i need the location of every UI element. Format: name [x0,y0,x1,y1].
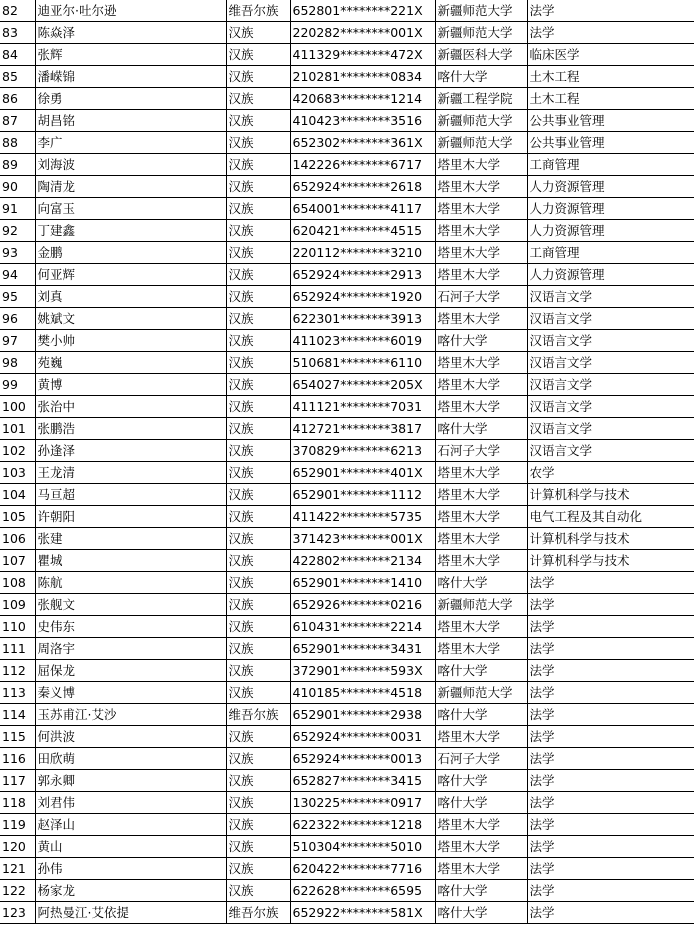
ethnicity-cell: 汉族 [226,858,290,880]
row-number-cell: 117 [0,770,35,792]
ethnicity-cell: 汉族 [226,638,290,660]
major-cell: 法学 [527,616,694,638]
table-row [0,792,694,814]
major-cell: 人力资源管理 [527,176,694,198]
table-row [0,506,694,528]
major-cell: 人力资源管理 [527,264,694,286]
table-row [0,198,694,220]
name-cell: 许朝阳 [35,506,226,528]
ethnicity-cell: 汉族 [226,616,290,638]
row-number-cell: 82 [0,0,35,22]
major-cell: 法学 [527,814,694,836]
university-cell: 塔里木大学 [435,836,527,858]
university-cell: 新疆师范大学 [435,594,527,616]
ethnicity-cell: 汉族 [226,660,290,682]
university-cell: 新疆师范大学 [435,22,527,44]
major-cell: 法学 [527,902,694,924]
name-cell: 向富玉 [35,198,226,220]
university-cell: 塔里木大学 [435,616,527,638]
id-number-cell: 652924********0013 [290,748,435,770]
name-cell: 陈焱泽 [35,22,226,44]
id-number-cell: 652901********3431 [290,638,435,660]
name-cell: 刘海波 [35,154,226,176]
table-row [0,242,694,264]
major-cell: 法学 [527,22,694,44]
row-number-cell: 114 [0,704,35,726]
university-cell: 喀什大学 [435,880,527,902]
ethnicity-cell: 汉族 [226,308,290,330]
table-row [0,528,694,550]
row-number-cell: 83 [0,22,35,44]
major-cell: 法学 [527,792,694,814]
row-number-cell: 121 [0,858,35,880]
ethnicity-cell: 汉族 [226,682,290,704]
id-number-cell: 411121********7031 [290,396,435,418]
university-cell: 塔里木大学 [435,352,527,374]
table-row [0,132,694,154]
name-cell: 张鹏浩 [35,418,226,440]
name-cell: 刘君伟 [35,792,226,814]
id-number-cell: 220282********001X [290,22,435,44]
major-cell: 计算机科学与技术 [527,528,694,550]
university-cell: 塔里木大学 [435,264,527,286]
university-cell: 塔里木大学 [435,462,527,484]
ethnicity-cell: 汉族 [226,550,290,572]
id-number-cell: 422802********2134 [290,550,435,572]
row-number-cell: 102 [0,440,35,462]
row-number-cell: 86 [0,88,35,110]
name-cell: 孙伟 [35,858,226,880]
ethnicity-cell: 汉族 [226,836,290,858]
table-row [0,374,694,396]
university-cell: 喀什大学 [435,770,527,792]
major-cell: 电气工程及其自动化 [527,506,694,528]
name-cell: 赵泽山 [35,814,226,836]
ethnicity-cell: 汉族 [226,22,290,44]
major-cell: 人力资源管理 [527,198,694,220]
university-cell: 石河子大学 [435,748,527,770]
table-row [0,44,694,66]
university-cell: 塔里木大学 [435,858,527,880]
major-cell: 汉语言文学 [527,352,694,374]
row-number-cell: 106 [0,528,35,550]
name-cell: 黄博 [35,374,226,396]
ethnicity-cell: 汉族 [226,726,290,748]
table-row [0,88,694,110]
ethnicity-cell: 汉族 [226,374,290,396]
table-row [0,660,694,682]
row-number-cell: 88 [0,132,35,154]
id-number-cell: 220112********3210 [290,242,435,264]
ethnicity-cell: 汉族 [226,418,290,440]
id-number-cell: 652922********581X [290,902,435,924]
university-cell: 喀什大学 [435,792,527,814]
row-number-cell: 98 [0,352,35,374]
id-number-cell: 411023********6019 [290,330,435,352]
row-number-cell: 101 [0,418,35,440]
ethnicity-cell: 汉族 [226,748,290,770]
table-row [0,814,694,836]
row-number-cell: 122 [0,880,35,902]
name-cell: 杨家龙 [35,880,226,902]
table-row [0,66,694,88]
row-number-cell: 95 [0,286,35,308]
university-cell: 塔里木大学 [435,550,527,572]
id-number-cell: 622322********1218 [290,814,435,836]
ethnicity-cell: 汉族 [226,242,290,264]
row-number-cell: 123 [0,902,35,924]
id-number-cell: 411422********5735 [290,506,435,528]
name-cell: 樊小帅 [35,330,226,352]
table-row [0,638,694,660]
ethnicity-cell: 汉族 [226,110,290,132]
university-cell: 塔里木大学 [435,506,527,528]
ethnicity-cell: 汉族 [226,154,290,176]
name-cell: 潘嵘锦 [35,66,226,88]
major-cell: 法学 [527,748,694,770]
major-cell: 汉语言文学 [527,418,694,440]
ethnicity-cell: 汉族 [226,506,290,528]
name-cell: 马亘超 [35,484,226,506]
id-number-cell: 410423********3516 [290,110,435,132]
table-row [0,770,694,792]
ethnicity-cell: 汉族 [226,396,290,418]
id-number-cell: 652901********401X [290,462,435,484]
ethnicity-cell: 汉族 [226,264,290,286]
university-cell: 新疆工程学院 [435,88,527,110]
major-cell: 法学 [527,858,694,880]
major-cell: 法学 [527,836,694,858]
major-cell: 汉语言文学 [527,308,694,330]
ethnicity-cell: 汉族 [226,88,290,110]
university-cell: 新疆师范大学 [435,682,527,704]
row-number-cell: 105 [0,506,35,528]
major-cell: 法学 [527,704,694,726]
major-cell: 法学 [527,682,694,704]
id-number-cell: 620421********4515 [290,220,435,242]
ethnicity-cell: 汉族 [226,352,290,374]
ethnicity-cell: 汉族 [226,484,290,506]
major-cell: 法学 [527,770,694,792]
table-row [0,484,694,506]
university-cell: 塔里木大学 [435,528,527,550]
university-cell: 塔里木大学 [435,814,527,836]
major-cell: 法学 [527,660,694,682]
university-cell: 喀什大学 [435,902,527,924]
row-number-cell: 87 [0,110,35,132]
table-row [0,176,694,198]
row-number-cell: 93 [0,242,35,264]
university-cell: 塔里木大学 [435,308,527,330]
name-cell: 阿热曼江·艾依提 [35,902,226,924]
name-cell: 田欣萌 [35,748,226,770]
row-number-cell: 99 [0,374,35,396]
major-cell: 汉语言文学 [527,330,694,352]
name-cell: 何亚辉 [35,264,226,286]
name-cell: 何洪波 [35,726,226,748]
table-row [0,352,694,374]
row-number-cell: 103 [0,462,35,484]
university-cell: 喀什大学 [435,66,527,88]
major-cell: 法学 [527,572,694,594]
ethnicity-cell: 汉族 [226,880,290,902]
name-cell: 周洛宇 [35,638,226,660]
ethnicity-cell: 汉族 [226,528,290,550]
row-number-cell: 85 [0,66,35,88]
id-number-cell: 654027********205X [290,374,435,396]
row-number-cell: 116 [0,748,35,770]
table-row [0,726,694,748]
row-number-cell: 110 [0,616,35,638]
ethnicity-cell: 维吾尔族 [226,902,290,924]
ethnicity-cell: 汉族 [226,176,290,198]
name-cell: 张建 [35,528,226,550]
table-row [0,0,694,22]
id-number-cell: 142226********6717 [290,154,435,176]
name-cell: 金鹏 [35,242,226,264]
university-cell: 塔里木大学 [435,220,527,242]
major-cell: 汉语言文学 [527,374,694,396]
university-cell: 喀什大学 [435,572,527,594]
ethnicity-cell: 维吾尔族 [226,0,290,22]
table-row [0,880,694,902]
id-number-cell: 410185********4518 [290,682,435,704]
name-cell: 张辉 [35,44,226,66]
name-cell: 黄山 [35,836,226,858]
row-number-cell: 94 [0,264,35,286]
table-row [0,858,694,880]
id-number-cell: 130225********0917 [290,792,435,814]
name-cell: 陶清龙 [35,176,226,198]
university-cell: 塔里木大学 [435,726,527,748]
ethnicity-cell: 汉族 [226,594,290,616]
id-number-cell: 652302********361X [290,132,435,154]
id-number-cell: 622301********3913 [290,308,435,330]
university-cell: 塔里木大学 [435,484,527,506]
table-row [0,550,694,572]
name-cell: 胡昌铭 [35,110,226,132]
row-number-cell: 113 [0,682,35,704]
name-cell: 郭永卿 [35,770,226,792]
name-cell: 陈航 [35,572,226,594]
id-number-cell: 622628********6595 [290,880,435,902]
id-number-cell: 371423********001X [290,528,435,550]
row-number-cell: 91 [0,198,35,220]
university-cell: 石河子大学 [435,286,527,308]
ethnicity-cell: 汉族 [226,440,290,462]
name-cell: 张舰文 [35,594,226,616]
major-cell: 公共事业管理 [527,132,694,154]
row-number-cell: 97 [0,330,35,352]
name-cell: 苑巍 [35,352,226,374]
table-row [0,902,694,924]
ethnicity-cell: 汉族 [226,330,290,352]
row-number-cell: 90 [0,176,35,198]
table-row [0,396,694,418]
id-number-cell: 652924********2618 [290,176,435,198]
id-number-cell: 372901********593X [290,660,435,682]
name-cell: 姚斌文 [35,308,226,330]
id-number-cell: 610431********2214 [290,616,435,638]
university-cell: 新疆医科大学 [435,44,527,66]
university-cell: 新疆师范大学 [435,132,527,154]
row-number-cell: 108 [0,572,35,594]
table-row [0,220,694,242]
ethnicity-cell: 汉族 [226,770,290,792]
table-row [0,330,694,352]
ethnicity-cell: 汉族 [226,462,290,484]
name-cell: 屈保龙 [35,660,226,682]
university-cell: 塔里木大学 [435,198,527,220]
name-cell: 瞿城 [35,550,226,572]
university-cell: 喀什大学 [435,660,527,682]
ethnicity-cell: 维吾尔族 [226,704,290,726]
university-cell: 喀什大学 [435,418,527,440]
name-cell: 秦义博 [35,682,226,704]
table-row [0,462,694,484]
university-cell: 石河子大学 [435,440,527,462]
table-row [0,264,694,286]
table-row [0,286,694,308]
ethnicity-cell: 汉族 [226,814,290,836]
row-number-cell: 89 [0,154,35,176]
id-number-cell: 652901********1112 [290,484,435,506]
row-number-cell: 96 [0,308,35,330]
university-cell: 塔里木大学 [435,154,527,176]
name-cell: 张治中 [35,396,226,418]
id-number-cell: 370829********6213 [290,440,435,462]
name-cell: 孙逢泽 [35,440,226,462]
id-number-cell: 652901********2938 [290,704,435,726]
table-row [0,110,694,132]
ethnicity-cell: 汉族 [226,66,290,88]
id-number-cell: 652924********0031 [290,726,435,748]
major-cell: 工商管理 [527,242,694,264]
id-number-cell: 620422********7716 [290,858,435,880]
major-cell: 法学 [527,0,694,22]
table-row [0,748,694,770]
table-row [0,308,694,330]
major-cell: 汉语言文学 [527,286,694,308]
table-row [0,418,694,440]
university-cell: 新疆师范大学 [435,0,527,22]
major-cell: 法学 [527,594,694,616]
name-cell: 徐勇 [35,88,226,110]
ethnicity-cell: 汉族 [226,572,290,594]
major-cell: 工商管理 [527,154,694,176]
id-number-cell: 510304********5010 [290,836,435,858]
major-cell: 汉语言文学 [527,440,694,462]
row-number-cell: 84 [0,44,35,66]
id-number-cell: 652924********1920 [290,286,435,308]
major-cell: 法学 [527,638,694,660]
table-row [0,154,694,176]
name-cell: 迪亚尔·吐尔逊 [35,0,226,22]
row-number-cell: 100 [0,396,35,418]
id-number-cell: 510681********6110 [290,352,435,374]
university-cell: 塔里木大学 [435,176,527,198]
ethnicity-cell: 汉族 [226,286,290,308]
university-cell: 喀什大学 [435,704,527,726]
table-row [0,704,694,726]
row-number-cell: 107 [0,550,35,572]
table-row [0,22,694,44]
name-cell: 玉苏甫江·艾沙 [35,704,226,726]
row-number-cell: 109 [0,594,35,616]
id-number-cell: 412721********3817 [290,418,435,440]
table-row [0,682,694,704]
id-number-cell: 420683********1214 [290,88,435,110]
university-cell: 塔里木大学 [435,396,527,418]
id-number-cell: 652801********221X [290,0,435,22]
table-row [0,616,694,638]
table-row [0,594,694,616]
major-cell: 农学 [527,462,694,484]
id-number-cell: 411329********472X [290,44,435,66]
id-number-cell: 210281********0834 [290,66,435,88]
major-cell: 计算机科学与技术 [527,550,694,572]
table-row [0,572,694,594]
ethnicity-cell: 汉族 [226,132,290,154]
id-number-cell: 652924********2913 [290,264,435,286]
ethnicity-cell: 汉族 [226,44,290,66]
id-number-cell: 652827********3415 [290,770,435,792]
university-cell: 塔里木大学 [435,638,527,660]
major-cell: 公共事业管理 [527,110,694,132]
name-cell: 王龙清 [35,462,226,484]
major-cell: 人力资源管理 [527,220,694,242]
university-cell: 喀什大学 [435,330,527,352]
ethnicity-cell: 汉族 [226,198,290,220]
name-cell: 丁建鑫 [35,220,226,242]
ethnicity-cell: 汉族 [226,792,290,814]
major-cell: 临床医学 [527,44,694,66]
id-number-cell: 652901********1410 [290,572,435,594]
row-number-cell: 104 [0,484,35,506]
name-cell: 刘真 [35,286,226,308]
major-cell: 土木工程 [527,66,694,88]
major-cell: 汉语言文学 [527,396,694,418]
row-number-cell: 111 [0,638,35,660]
row-number-cell: 118 [0,792,35,814]
name-cell: 史伟东 [35,616,226,638]
row-number-cell: 112 [0,660,35,682]
major-cell: 法学 [527,726,694,748]
row-number-cell: 92 [0,220,35,242]
name-cell: 李广 [35,132,226,154]
university-cell: 塔里木大学 [435,242,527,264]
row-number-cell: 119 [0,814,35,836]
row-number-cell: 120 [0,836,35,858]
university-cell: 塔里木大学 [435,374,527,396]
ethnicity-cell: 汉族 [226,220,290,242]
major-cell: 土木工程 [527,88,694,110]
id-number-cell: 652926********0216 [290,594,435,616]
table-row [0,836,694,858]
major-cell: 计算机科学与技术 [527,484,694,506]
row-number-cell: 115 [0,726,35,748]
major-cell: 法学 [527,880,694,902]
id-number-cell: 654001********4117 [290,198,435,220]
table-row [0,440,694,462]
university-cell: 新疆师范大学 [435,110,527,132]
